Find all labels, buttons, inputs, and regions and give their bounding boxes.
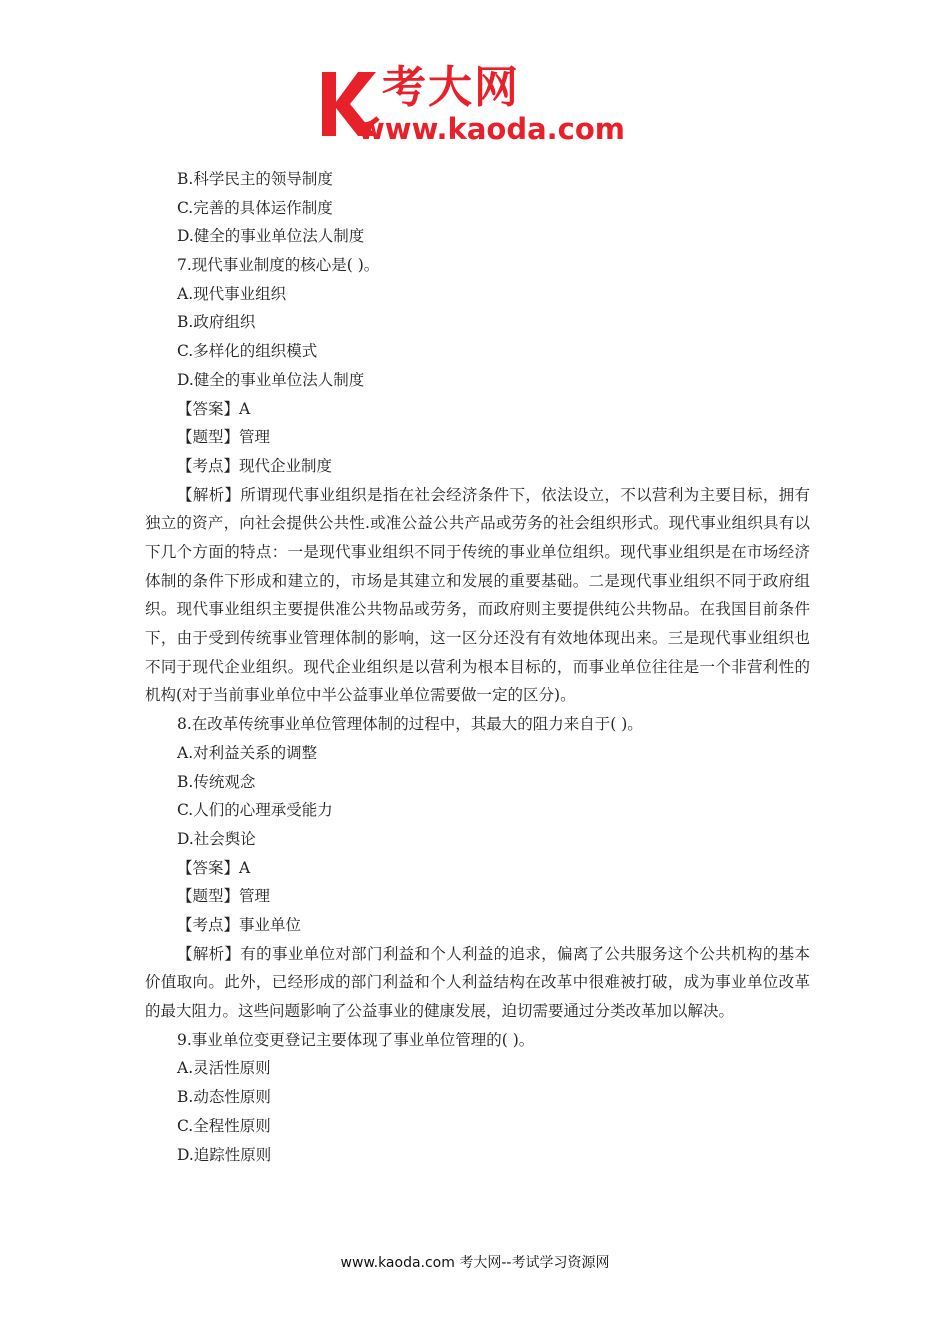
option-6c: C.完善的具体运作制度 — [177, 198, 333, 217]
option-6b: B.科学民主的领导制度 — [177, 170, 333, 188]
question-9: 9.事业单位变更登记主要体现了事业单位管理的( )。 — [177, 1030, 535, 1049]
option-9b: B.动态性原则 — [177, 1088, 271, 1107]
option-9c: C.全程性原则 — [177, 1116, 271, 1135]
analysis-8: 【解析】有的事业单位对部门利益和个人利益的追求，偏离了公共服务这个公共机构的基本价值取向。此外，已经形成的部门利益和个人利益结构在改革中很难被打破，成为事业单位改革的最大阻力。这些问题影响了公益事业的健康发展，迫切需要通过分类改革加以解决。 — [145, 944, 810, 1021]
option-8a: A.对利益关系的调整 — [177, 743, 318, 762]
option-8b: B.传统观念 — [177, 772, 256, 791]
option-6d: D.健全的事业单位法人制度 — [177, 227, 365, 246]
document-content — [145, 165, 810, 1169]
option-7c: C.多样化的组织模式 — [177, 342, 318, 361]
option-7b: B.政府组织 — [177, 313, 256, 332]
answer-7: 【答案】A — [177, 399, 251, 418]
option-8d: D.社会舆论 — [177, 829, 256, 848]
kaoda-logo — [318, 64, 638, 146]
option-7a: A.现代事业组织 — [177, 284, 287, 303]
type-8: 【题型】管理 — [177, 887, 271, 906]
logo-brand-url: www.kaoda.com — [358, 112, 625, 146]
option-9a: A.灵活性原则 — [177, 1059, 271, 1078]
answer-8: 【答案】A — [177, 858, 251, 877]
option-7d: D.健全的事业单位法人制度 — [177, 370, 365, 389]
logo-brand-cn: 考大网 — [382, 62, 520, 113]
question-7: 7.现代事业制度的核心是( )。 — [177, 256, 380, 275]
point-8: 【考点】事业单位 — [177, 916, 302, 934]
point-7: 【考点】现代企业制度 — [177, 456, 333, 475]
option-9d: D.追踪性原则 — [177, 1145, 272, 1164]
option-8c: C.人们的心理承受能力 — [177, 801, 333, 820]
type-7: 【题型】管理 — [177, 428, 271, 447]
analysis-7: 【解析】所谓现代事业组织是指在社会经济条件下，依法设立，不以营利为主要目标，拥有独立的资产，向社会提供公共性.或准公益公共产品或劳务的社会组织形式。现代事业组织具有以下几个方面的特点：一是现代事业组织不同于传统的事业单位组织。现代事业组织是在市场经济体制的条件下形成和建立的，市场是其建立和发展的重要基础。二是现代事业组织不同于政府组织。现代事业组织主要提供准公共物品或劳务，而政府则主要提供纯公共物品。在我国目前条件下，由于受到传统事业管理体制的影响，这一区分还没有有效地体现出来。三是现代事业组织也不同于现代企业组织。现代企业组织是以营利为根本目标的，而事业单位往往是一个非营利性的机构(对于当前事业单位中半公益事业单位需要做一定的区分)。 — [145, 485, 810, 705]
question-8: 8.在改革传统事业单位管理体制的过程中，其最大的阻力来自于( )。 — [177, 715, 643, 734]
page-footer: www.kaoda.com 考大网--考试学习资源网 — [340, 1255, 610, 1271]
